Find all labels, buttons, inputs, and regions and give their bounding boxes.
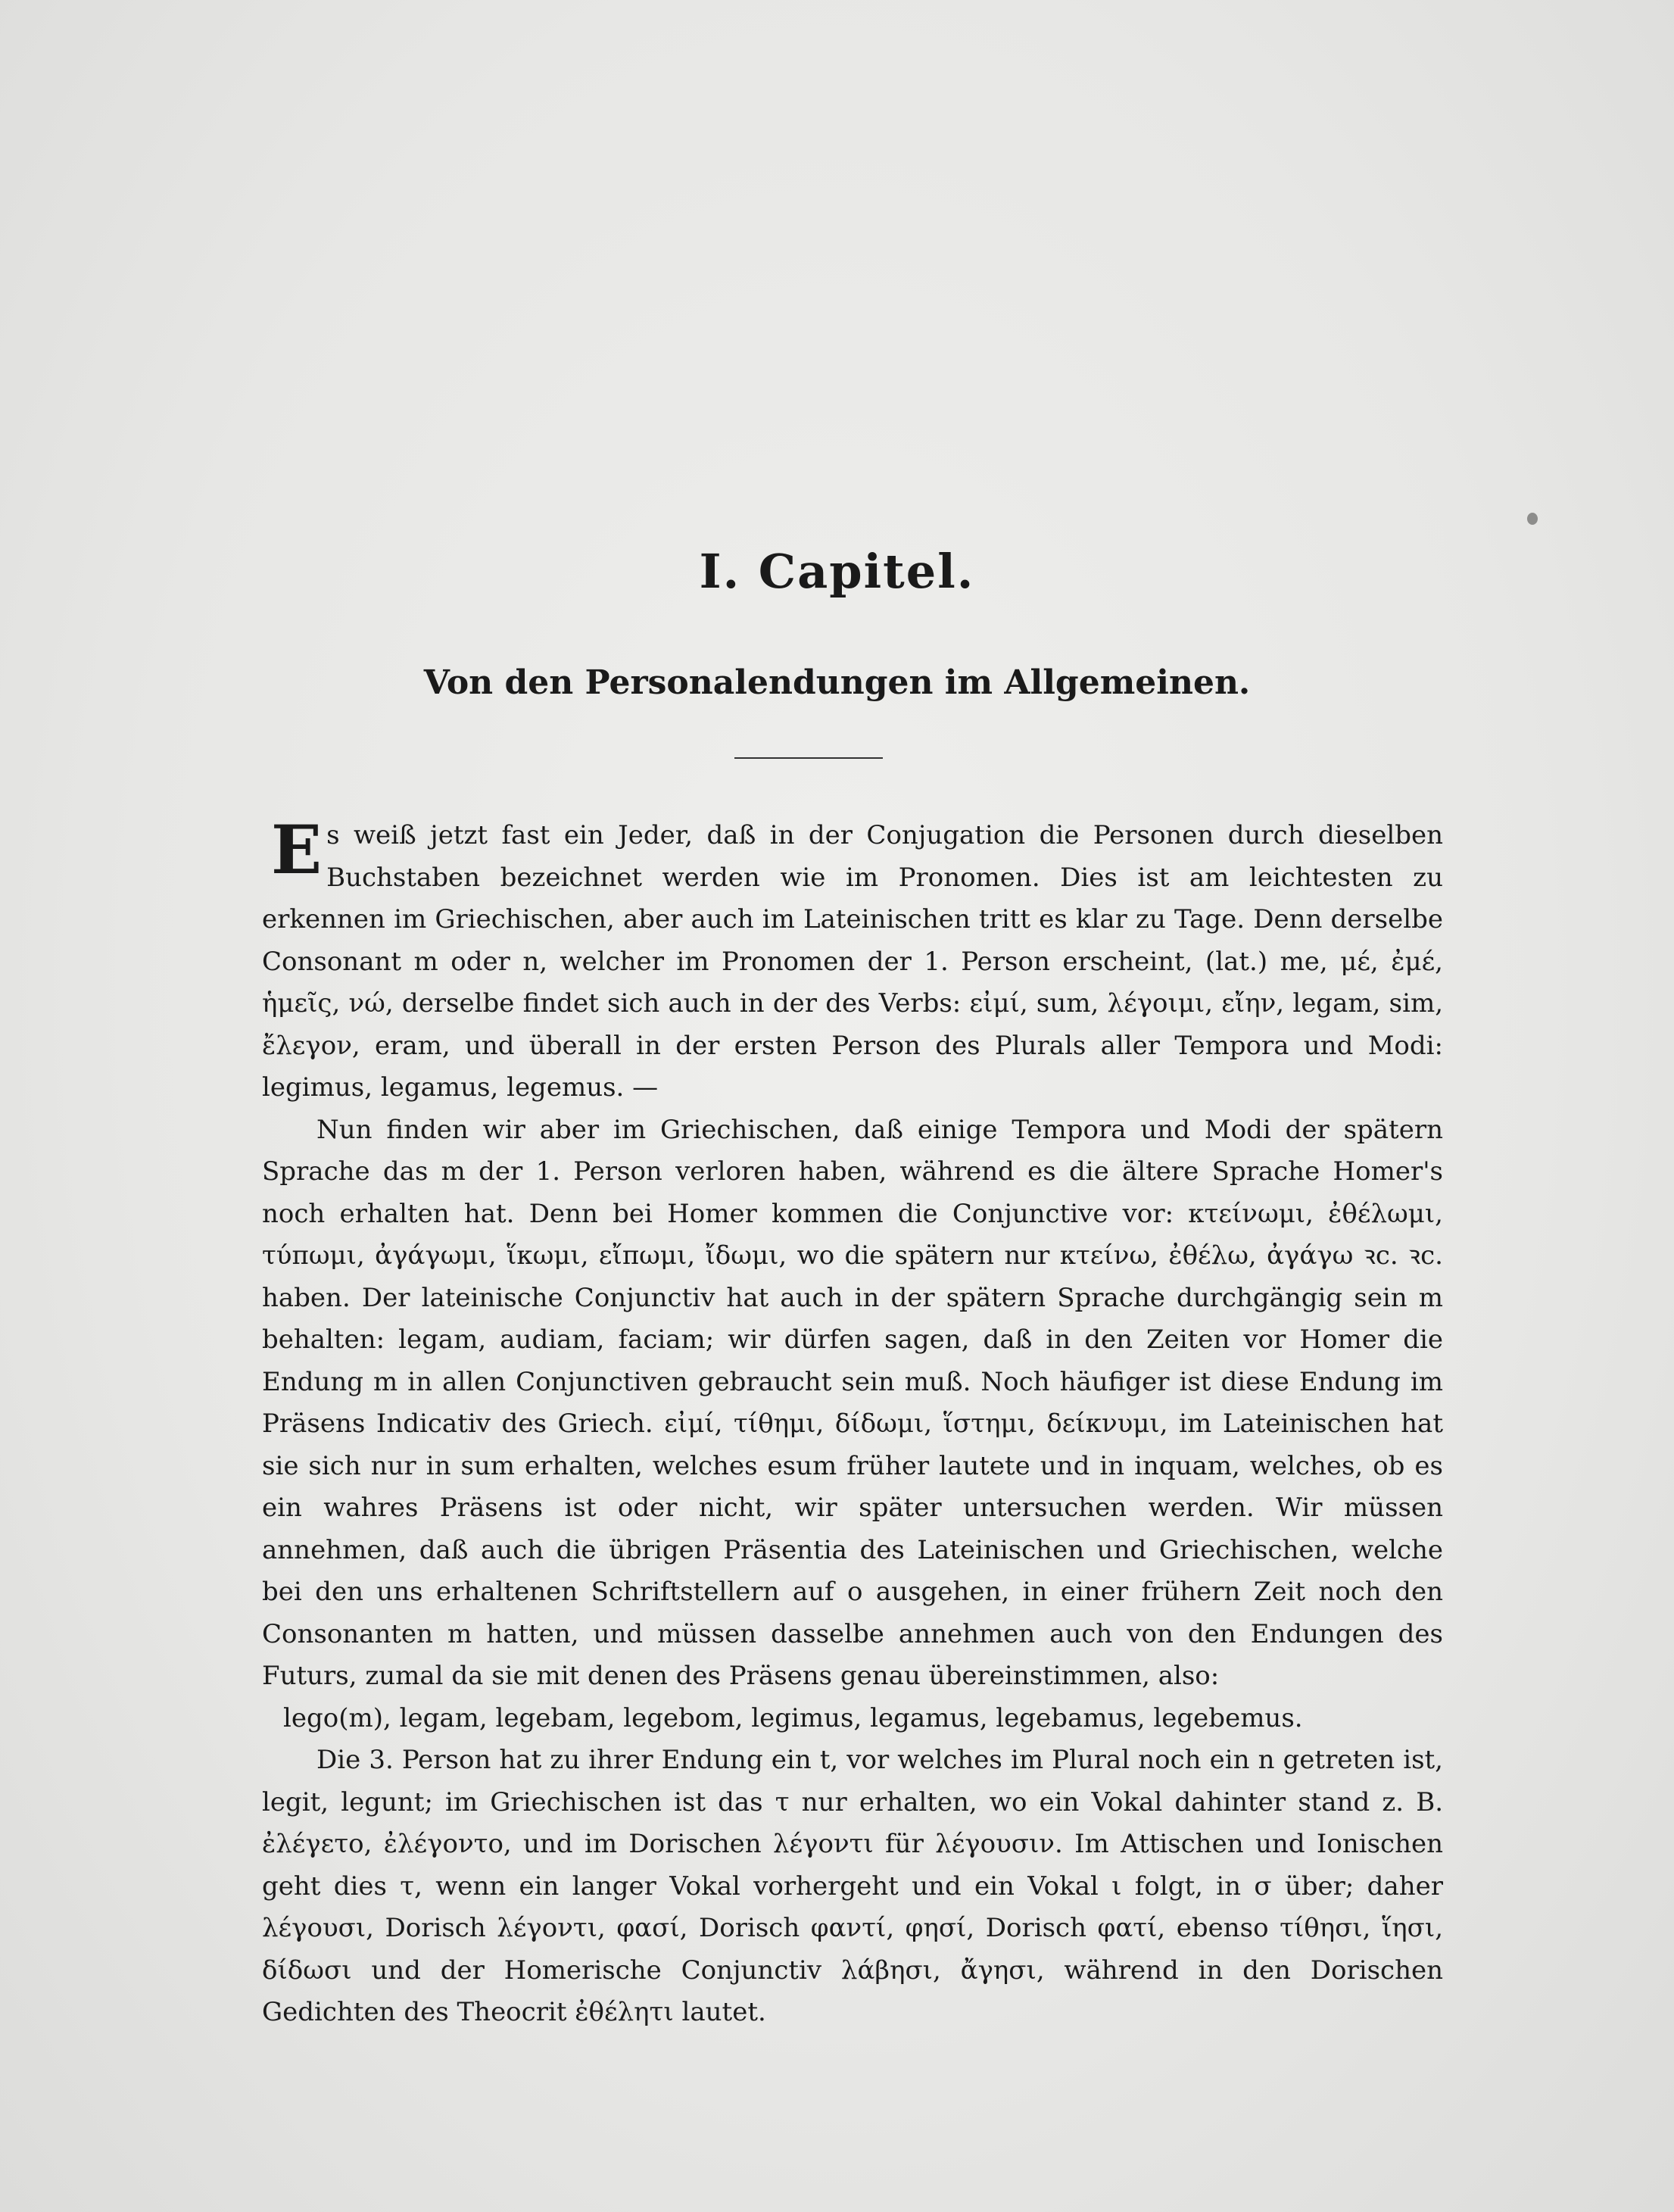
divider-rule [734,757,883,759]
paragraph-1 [262,810,1443,1109]
paradigm-line: lego(m), legam, legebam, legebom, legimus, legamus, legebamus, legebemus. [283,1702,1303,1733]
drop-cap: E [271,810,323,889]
section-title: Von den Personalendungen im Allgemeinen. [423,663,1251,702]
paragraph-1-text: s weiß jetzt fast ein Jeder, daß in der Conjugation die Personen durch dieselben Buchstaben bezeichnet werden wie im Pronomen. Dies ist am leichtesten zu erkennen im Griechischen, aber auch im Lateinischen tritt es klar zu Tage. Denn derselbe Consonant m oder n, welcher im Pronomen der 1. Person erscheint, (lat.) me, μέ, ἐμέ, ἡμεῖς, νώ, derselbe findet sich auch in der des Verbs: εἰμί, sum, λέγοιμι, εἴην, legam, sim, ἔλεγον, eram, und überall in der ersten Person des Plurals aller Tempora und Modi: legimus, legamus, legemus. — [262,820,1443,1103]
body-text [262,810,1443,2034]
ink-speck [1527,513,1538,525]
paragraph-2: Nun finden wir aber im Griechischen, daß einige Tempora und Modi der spätern Sprache das m der 1. Person verloren haben, während es die ältere Sprache Homer's noch erhalten hat. Denn bei Homer kommen die Conjunctive vor: κτείνωμι, ἐθέλωμι, τύπωμι, ἀγάγωμι, ἵκωμι, εἴπωμι, ἴδωμι, wo die spätern nur κτείνω, ἐθέλω, ἀγάγω ꝛc. ꝛc. haben. Der lateinische Conjunctiv hat auch in der spätern Sprache durchgängig sein m behalten: legam, audiam, faciam; wir dürfen sagen, daß in den Zeiten vor Homer die Endung m in allen Conjunctiven gebraucht sein muß. Noch häufiger ist diese Endung im Präsens Indicativ des Griech. εἰμί, τίθημι, δίδωμι, ἵστημι, δείκνυμι, im Lateinischen hat sie sich nur in sum erhalten, welches esum früher lautete und in inquam, welches, ob es ein wahres Präsens ist oder nicht, wir später untersuchen werden. Wir müssen annehmen, daß auch die übrigen Präsentia des Lateinischen und Griechischen, welche bei den uns erhaltenen Schriftstellern auf o ausgehen, in einer frühern Zeit noch den Consonanten m hatten, und müssen dasselbe annehmen auch von den Endungen des Futurs, zumal da sie mit denen des Präsens genau übereinstimmen, also: [262,1114,1443,1691]
paragraph-3: Die 3. Person hat zu ihrer Endung ein t, vor welches im Plural noch ein n getreten ist, legit, legunt; im Griechischen ist das τ nur erhalten, wo ein Vokal dahinter stand z. B. ἐλέγετο, ἐλέγοντο, und im Dorischen λέγοντι für λέγουσιν. Im Attischen und Ionischen geht dies τ, wenn ein langer Vokal vorhergeht und ein Vokal ι folgt, in σ über; daher λέγουσι, Dorisch λέγοντι, φασί, Dorisch φαντί, φησί, Dorisch φατί, ebenso τίθησι, ἵησι, δίδωσι und der Homerische Conjunctiv λάβησι, ἄγησι, während in den Dorischen Gedichten des Theocrit ἐθέλητι lautet. [262,1745,1443,2027]
chapter-title: I. Capitel. [699,544,975,599]
